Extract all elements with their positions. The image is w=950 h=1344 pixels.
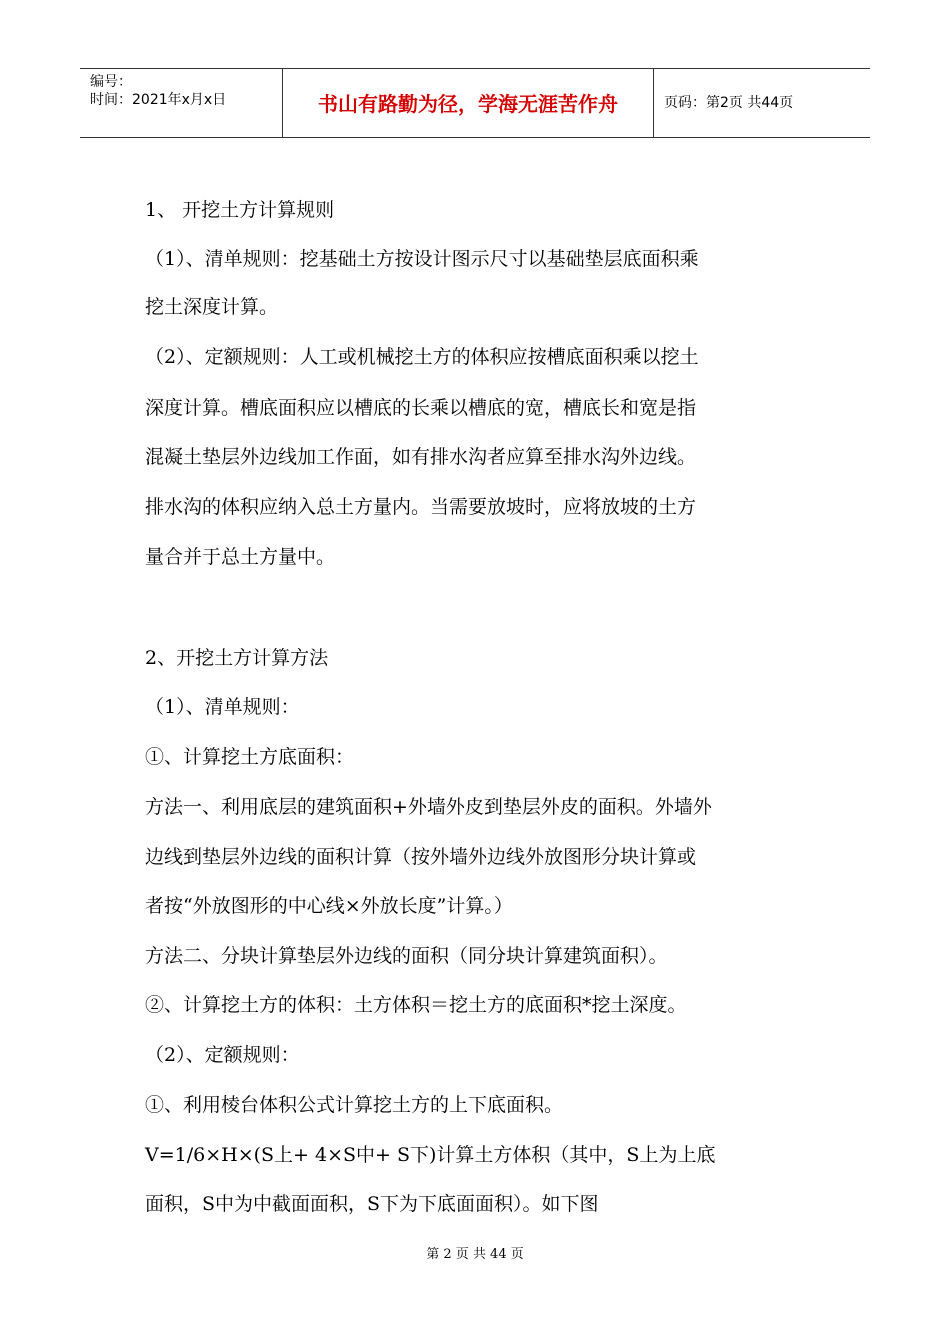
header-page-info: 页码：第2页 共44页 (664, 95, 794, 111)
paragraph-line: 方法二、分块计算垫层外边线的面积（同分块计算建筑面积）。 (145, 945, 668, 967)
paragraph-line: ①、计算挖土方底面积： (145, 746, 355, 768)
paragraph-line: 边线到垫层外边线的面积计算（按外墙外边线外放图形分块计算或 (145, 846, 697, 868)
formula-line: V=1/6×H×(S上+ 4×S中+ S下)计算土方体积（其中，S上为上底 (145, 1144, 716, 1166)
header-motto: 书山有路勤为径，学海无涯苦作舟 (318, 92, 618, 116)
paragraph-line: 方法一、利用底层的建筑面积+外墙外皮到垫层外皮的面积。外墙外 (145, 796, 712, 818)
paragraph-line: （2）、定额规则： (145, 1044, 300, 1066)
page-footer: 第 2 页 共 44 页 (426, 1247, 524, 1262)
paragraph-line: 排水沟的体积应纳入总土方量内。当需要放坡时，应将放坡的土方 (145, 496, 697, 518)
paragraph-line: ①、利用棱台体积公式计算挖土方的上下底面积。 (145, 1094, 564, 1116)
paragraph-line: ②、计算挖土方的体积：土方体积＝挖土方的底面积*挖土深度。 (145, 994, 687, 1016)
header-left-cell (80, 69, 282, 137)
paragraph-line: （1）、清单规则： (145, 696, 300, 718)
paragraph-line: （1）、清单规则：挖基础土方按设计图示尺寸以基础垫层底面积乘 (145, 248, 699, 270)
document-number-label: 编号： (90, 74, 132, 90)
header-page-cell (654, 69, 870, 137)
paragraph-line: 者按“外放图形的中心线×外放长度”计算。） (145, 895, 513, 917)
page-header (80, 68, 870, 138)
section-heading-1: 1、 开挖土方计算规则 (145, 199, 335, 221)
section-heading-2: 2、开挖土方计算方法 (145, 647, 329, 669)
document-time-label: 时间：2021年x月x日 (90, 92, 227, 108)
paragraph-line: 混凝土垫层外边线加工作面，如有排水沟者应算至排水沟外边线。 (145, 446, 697, 468)
paragraph-line: 深度计算。槽底面积应以槽底的长乘以槽底的宽，槽底长和宽是指 (145, 397, 697, 419)
paragraph-line: （2）、定额规则：人工或机械挖土方的体积应按槽底面积乘以挖土 (145, 346, 699, 368)
paragraph-line: 量合并于总土方量中。 (145, 546, 336, 568)
header-motto-cell (282, 69, 654, 137)
paragraph-line: 面积，S中为中截面面积，S下为下底面面积）。如下图 (145, 1193, 599, 1215)
paragraph-line: 挖土深度计算。 (145, 296, 279, 318)
